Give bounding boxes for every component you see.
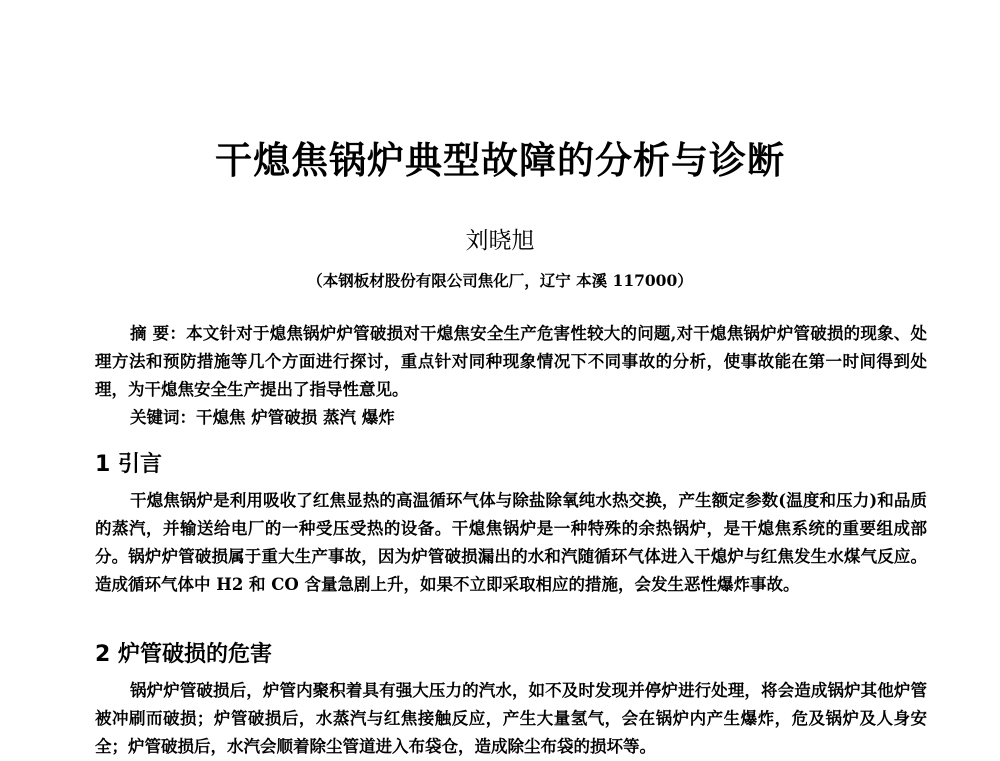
author-affiliation: （本钢板材股份有限公司焦化厂，辽宁 本溪 117000） bbox=[307, 271, 693, 290]
section-body-hazards: 锅炉炉管破损后，炉管内聚积着具有强大压力的汽水，如不及时发现并停炉进行处理，将会造成锅炉其他炉管被冲刷而破损；炉管破损后，水蒸汽与红焦接触反应，产生大量氢气，会在锅炉内产生爆炸，危及锅炉及人身安全；炉管破损后，水汽会顺着除尘管道进入布袋仓，造成除尘布袋的损坏等。 bbox=[95, 681, 927, 756]
section-heading-hazards: 2 炉管破损的危害 bbox=[95, 642, 272, 667]
abstract bbox=[95, 320, 927, 404]
section-heading-introduction: 1 引言 bbox=[95, 452, 162, 477]
section-body-introduction: 干熄焦锅炉是利用吸收了红焦显热的高温循环气体与除盐除氧纯水热交换，产生额定参数(温度和压力)和品质的蒸汽，并输送给电厂的一种受压受热的设备。干熄焦锅炉是一种特殊的余热锅炉，是干熄焦系统的重要组成部分。锅炉炉管破损属于重大生产事故，因为炉管破损漏出的水和汽随循环气体进入干熄炉与红焦发生水煤气反应。造成循环气体中 H2 和 CO 含量急剧上升，如果不立即采取相应的措施，会发生恶性爆炸事故。 bbox=[95, 491, 927, 594]
keywords bbox=[130, 404, 927, 432]
paper-title: 干熄焦锅炉典型故障的分析与诊断 bbox=[215, 139, 785, 182]
abstract-label: 摘 要： bbox=[130, 324, 187, 343]
keywords-label: 关键词： bbox=[130, 408, 196, 427]
abstract-text: 本文针对于熄焦锅炉炉管破损对干熄焦安全生产危害性较大的问题,对干熄焦锅炉炉管破损的现象、处理方法和预防措施等几个方面进行探讨，重点针对同种现象情况下不同事故的分析，使事故能在第一时间得到处理，为干熄焦安全生产提出了指导性意见。 bbox=[95, 324, 927, 399]
author-name: 刘晓旭 bbox=[465, 228, 535, 254]
keywords-text: 干熄焦 炉管破损 蒸汽 爆炸 bbox=[196, 408, 395, 427]
